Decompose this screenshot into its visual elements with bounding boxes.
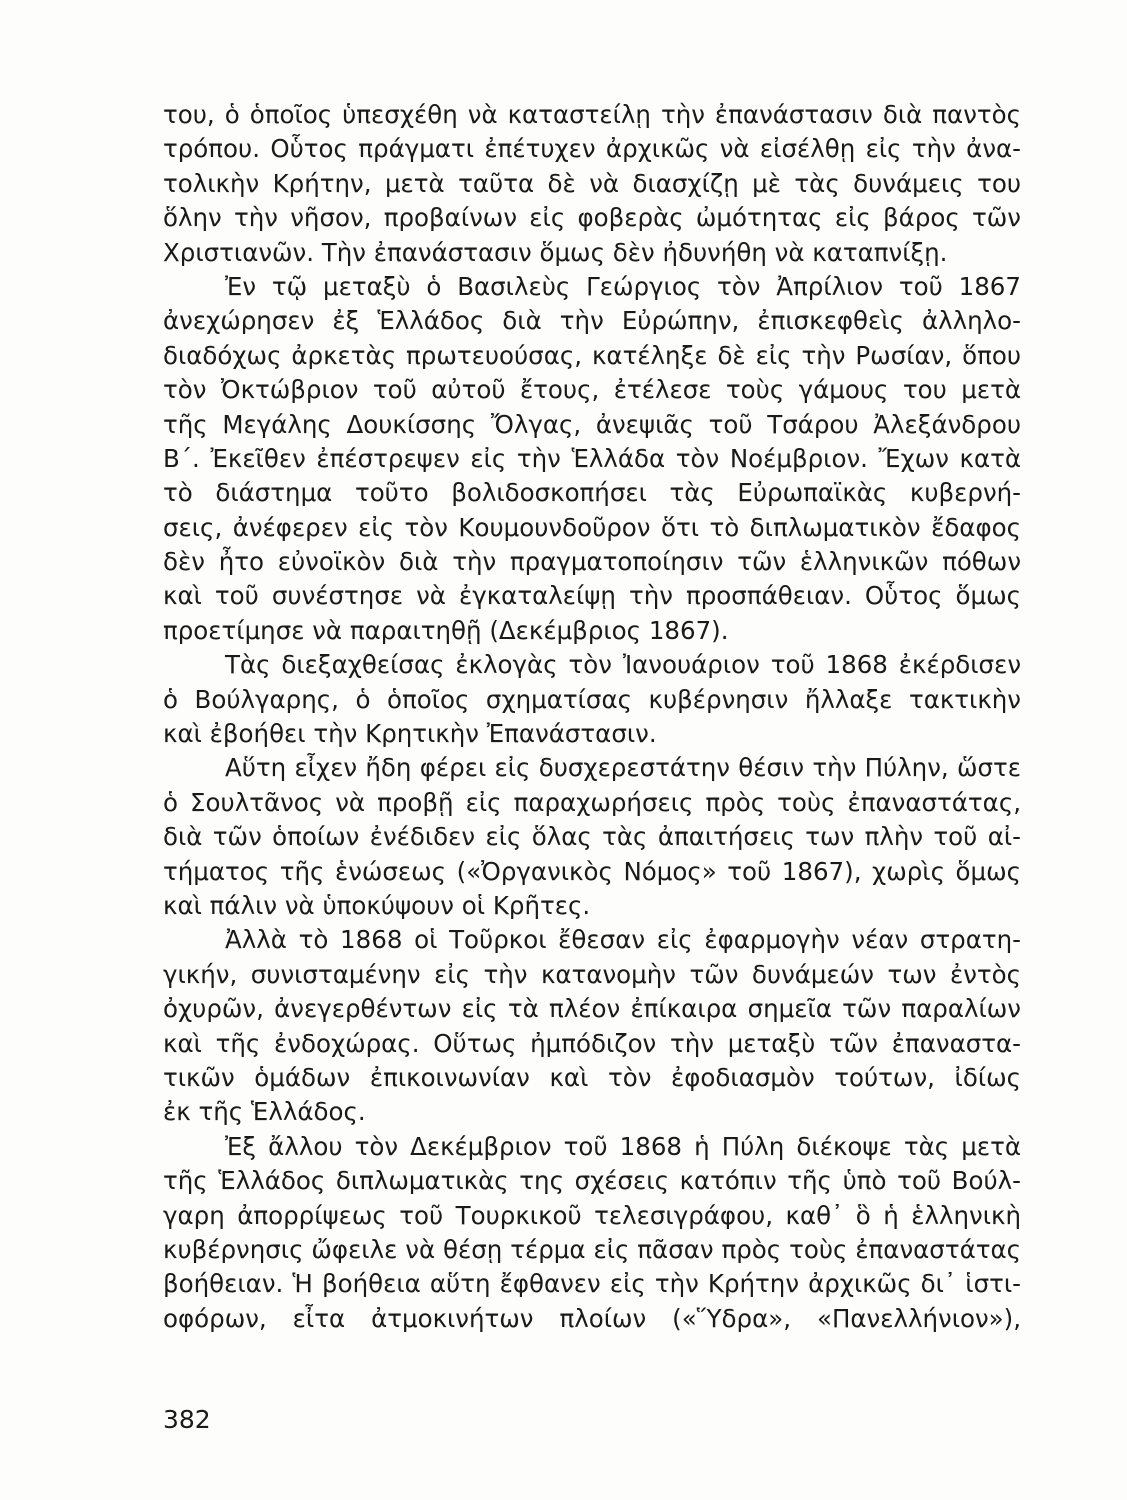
text-line: Β΄. Ἐκεῖθεν ἐπέστρεψεν εἰς τὴν Ἑλλάδα τὸν Νοέμβριον. Ἔχων κατὰ	[163, 443, 1021, 473]
text-line: τρόπου. Οὗτος πράγματι ἐπέτυχεν ἀρχικῶς νὰ εἰσέλθῃ εἰς τὴν ἀνα-	[163, 134, 1021, 164]
text-line: τὸν Ὀκτώβριον τοῦ αὐτοῦ ἔτους, ἐτέλεσε τοὺς γάμους του μετὰ	[163, 375, 1021, 405]
text-line: καὶ τῆς ἐνδοχώρας. Οὕτως ἠμπόδιζον τὴν μεταξὺ τῶν ἐπαναστα-	[163, 1028, 1021, 1058]
body-text	[163, 98, 1021, 1336]
text-line: οφόρων, εἶτα ἀτμοκινήτων πλοίων («Ὕδρα», «Πανελλήνιον»),	[163, 1303, 1021, 1333]
text-line: Αὕτη εἶχεν ἤδη φέρει εἰς δυσχερεστάτην θέσιν τὴν Πύλην, ὥστε	[225, 753, 1021, 783]
text-line: Ἐξ ἄλλου τὸν Δεκέμβριον τοῦ 1868 ἡ Πύλη διέκοψε τὰς μετὰ	[225, 1131, 1021, 1161]
text-line: του, ὁ ὁποῖος ὑπεσχέθη νὰ καταστείλῃ τὴν ἐπανάστασιν διὰ παντὸς	[163, 100, 1021, 129]
text-line: κυβέρνησις ὤφειλε νὰ θέσῃ τέρμα εἰς πᾶσαν πρὸς τοὺς ἐπαναστάτας	[163, 1234, 1021, 1264]
text-line: γικήν, συνισταμένην εἰς τὴν κατανομὴν τῶν δυνάμεών των ἐντὸς	[163, 959, 1021, 989]
text-line: Ἀλλὰ τὸ 1868 οἱ Τοῦρκοι ἔθεσαν εἰς ἐφαρμογὴν νέαν στρατη-	[225, 925, 1021, 955]
text-line: καὶ τοῦ συνέστησε νὰ ἐγκαταλείψῃ τὴν προσπάθειαν. Οὗτος ὅμως	[163, 581, 1021, 611]
text-line: τικῶν ὁμάδων ἐπικοινωνίαν καὶ τὸν ἐφοδιασμὸν τούτων, ἰδίως	[163, 1062, 1021, 1092]
text-line: ἐκ τῆς Ἑλλάδος.	[163, 1097, 366, 1127]
text-line: τολικὴν Κρήτην, μετὰ ταῦτα δὲ νὰ διασχίζῃ μὲ τὰς δυνάμεις του	[163, 168, 1021, 198]
text-line: ὀχυρῶν, ἀνεγερθέντων εἰς τὰ πλέον ἐπίκαιρα σημεῖα τῶν παραλίων	[163, 994, 1021, 1024]
text-line: καὶ ἐβοήθει τὴν Κρητικὴν Ἐπανάστασιν.	[163, 719, 657, 749]
text-line: γαρη ἀπορρίψεως τοῦ Τουρκικοῦ τελεσιγράφου, καθ᾽ ὃ ἡ ἑλληνικὴ	[163, 1200, 1021, 1230]
text-line: ἀνεχώρησεν ἐξ Ἑλλάδος διὰ τὴν Εὐρώπην, ἐπισκεφθεὶς ἀλληλο-	[163, 306, 1021, 336]
text-line: Χριστιανῶν. Τὴν ἐπανάστασιν ὅμως δὲν ἠδυνήθη νὰ καταπνίξῃ.	[163, 237, 948, 267]
text-line: ὁ Βούλγαρης, ὁ ὁποῖος σχηματίσας κυβέρνησιν ἤλλαξε τακτικὴν	[163, 684, 1021, 714]
text-line: Τὰς διεξαχθείσας ἐκλογὰς τὸν Ἰανουάριον τοῦ 1868 ἐκέρδισεν	[225, 650, 1021, 680]
text-line: προετίμησε νὰ παραιτηθῇ (Δεκέμβριος 1867).	[163, 615, 729, 645]
text-line: ὁ Σουλτᾶνος νὰ προβῇ εἰς παραχωρήσεις πρὸς τοὺς ἐπαναστάτας,	[163, 787, 1021, 817]
page-number: 382	[163, 1405, 211, 1434]
text-line: διὰ τῶν ὁποίων ἐνέδιδεν εἰς ὅλας τὰς ἀπαιτήσεις των πλὴν τοῦ αἰ-	[163, 822, 1021, 852]
text-line: τὸ διάστημα τοῦτο βολιδοσκοπήσει τὰς Εὐρωπαϊκὰς κυβερνή-	[163, 478, 1021, 508]
text-line: τῆς Μεγάλης Δουκίσσης Ὄλγας, ἀνεψιᾶς τοῦ Τσάρου Ἀλεξάνδρου	[163, 409, 1021, 439]
text-line: βοήθειαν. Ἡ βοήθεια αὕτη ἔφθανεν εἰς τὴν Κρήτην ἀρχικῶς δι᾽ ἱστι-	[163, 1269, 1021, 1299]
text-line: διαδόχως ἀρκετὰς πρωτευούσας, κατέληξε δὲ εἰς τὴν Ρωσίαν, ὅπου	[163, 340, 1021, 370]
text-line: Ἐν τῷ μεταξὺ ὁ Βασιλεὺς Γεώργιος τὸν Ἀπρίλιον τοῦ 1867	[225, 271, 1021, 301]
text-line: δὲν ἦτο εὐνοϊκὸν διὰ τὴν πραγματοποίησιν τῶν ἑλληνικῶν πόθων	[163, 547, 1021, 577]
text-line: ὅλην τὴν νῆσον, προβαίνων εἰς φοβερὰς ὠμότητας εἰς βάρος τῶν	[163, 203, 1021, 233]
text-line: σεις, ἀνέφερεν εἰς τὸν Κουμουνδοῦρον ὅτι τὸ διπλωματικὸν ἔδαφος	[163, 512, 1021, 542]
text-line: τήματος τῆς ἑνώσεως («Ὀργανικὸς Νόμος» τοῦ 1867), χωρὶς ὅμως	[163, 856, 1021, 886]
text-line: καὶ πάλιν νὰ ὑποκύψουν οἱ Κρῆτες.	[163, 890, 591, 920]
text-line: τῆς Ἑλλάδος διπλωματικὰς της σχέσεις κατόπιν τῆς ὑπὸ τοῦ Βούλ-	[163, 1166, 1021, 1196]
